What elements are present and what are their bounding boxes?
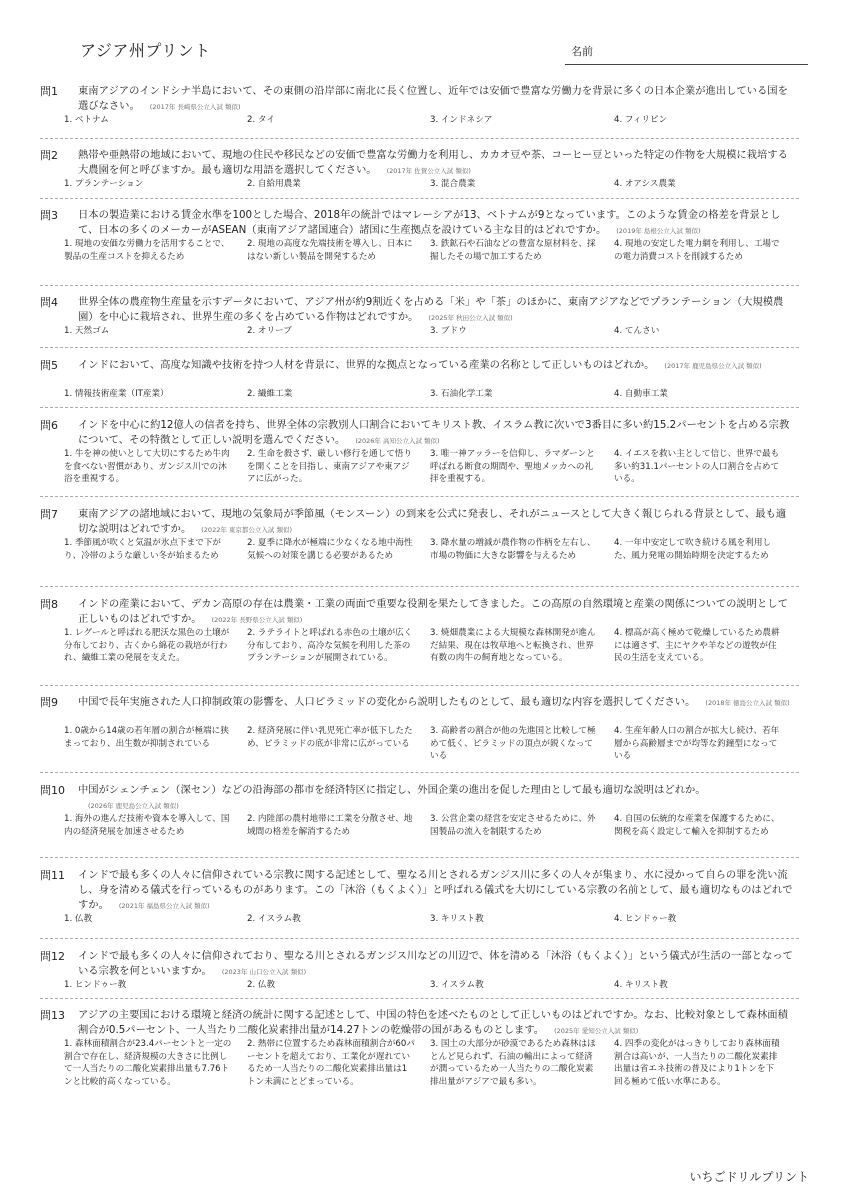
answer-option-3[interactable]: 3. 高齢者の割合が他の先進国と比較して極めて低く、ピラミッドの頂点が鋭くなっている (430, 726, 596, 761)
answer-option-1[interactable]: 1. レグールと呼ばれる肥沃な黒色の土壌が分布しており、古くから綿花の栽培が行われ、繊維工業の発展を支えた。 (64, 628, 230, 663)
source-note: (2018年 徳島公立入試 類似) (705, 699, 790, 707)
answer-option-2[interactable]: 2. タイ (247, 115, 275, 125)
answer-option-2[interactable]: 2. 繊維工業 (247, 389, 293, 399)
question-stem: 東南アジアのインドシナ半島において、その東側の沿岸部に南北に長く位置し、近年では安価で豊富な労働力を背景に多くの日本企業が進出している国を選びなさい。 (78, 85, 788, 112)
question-text (78, 84, 796, 115)
answer-option-1[interactable]: 1. プランテーション (64, 179, 144, 189)
source-note: (2026年 高知公立入試 類似) (355, 437, 440, 445)
answer-option-2[interactable]: 2. 経済発展に伴い乳児死亡率が低下したため、ピラミッドの底が非常に広がっている (247, 726, 413, 749)
question-text (78, 295, 796, 326)
question-number: 問12 (40, 950, 65, 963)
answer-option-2[interactable]: 2. 内陸部の農村地帯に工業を分散させ、地域間の格差を解消するため (247, 814, 413, 837)
answer-option-2[interactable]: 2. 現地の高度な先端技術を導入し、日本にはない新しい製品を開発するため (247, 239, 413, 262)
answer-option-3[interactable]: 3. 唯一神アッラーを信仰し、ラマダーンと呼ばれる断食の期間や、聖地メッカへの礼拝を重視する。 (430, 449, 595, 484)
question-number: 問5 (40, 359, 58, 372)
source-note: (2022年 東京都公立入試 類似) (201, 526, 293, 534)
question-stem: インドにおいて、高度な知識や技術を持つ人材を背景に、世界的な拠点となっている産業の名称として正しいものはどれか。 (78, 359, 655, 371)
question-number: 問9 (40, 696, 58, 709)
question-text (78, 1008, 796, 1039)
source-note: (2017年 鹿児島県公立入試 類似) (664, 362, 762, 370)
answer-option-1[interactable]: 1. 天然ゴム (64, 326, 110, 336)
name-field[interactable] (565, 40, 808, 65)
answer-option-3[interactable]: 3. インドネシア (430, 115, 493, 125)
answer-option-4[interactable]: 4. オアシス農業 (614, 179, 676, 189)
source-note: (2025年 愛知公立入試 類似) (554, 1027, 639, 1035)
answer-option-2[interactable]: 2. 夏季に降水が極端に少なくなる地中海性気候への対策を講じる必要があるため (247, 538, 413, 561)
answer-option-2[interactable]: 2. 仏教 (247, 980, 276, 990)
source-note: (2017年 佐賀公立入試 類似) (386, 167, 471, 175)
answer-option-4[interactable]: 4. てんさい (614, 326, 660, 336)
answer-option-3[interactable]: 3. 鉄鉱石や石油などの豊富な原材料を、採掘したその場で加工するため (430, 239, 596, 262)
question-number: 問2 (40, 149, 58, 162)
question-divider (40, 586, 799, 587)
question-text (78, 208, 796, 239)
page-title: アジア州プリント (80, 41, 211, 60)
question-number: 問7 (40, 508, 58, 521)
answer-option-1[interactable]: 1. ベトナム (64, 115, 109, 125)
answer-option-1[interactable]: 1. 季節風が吹くと気温が氷点下まで下がり、冷帯のような厳しい冬が始まるため (64, 538, 222, 561)
answer-option-3[interactable]: 3. イスラム教 (430, 980, 484, 990)
answer-option-4[interactable]: 4. 現地の安定した電力網を利用し、工場での電力消費コストを削減するため (614, 239, 780, 262)
question-text (78, 358, 796, 374)
source-note: (2023年 山口公立入試 類似) (221, 968, 307, 976)
answer-option-1[interactable]: 1. 海外の進んだ技術や資本を導入して、国内の経済発展を加速させるため (64, 814, 230, 837)
answer-option-4[interactable]: 4. 一年中安定して吹き続ける風を利用した、風力発電の開始時期を決定するため (614, 538, 772, 561)
answer-option-2[interactable]: 2. 熱帯に位置するため森林面積割合が60パーセントを超えており、工業化が遅れているため一人当たりの二酸化炭素排出量は1トン未満にとどまっている。 (247, 1039, 415, 1087)
question-number: 問13 (40, 1009, 65, 1022)
source-note: (2026年 鹿児島公立入試 類似) (88, 802, 179, 810)
name-label: 名前 (571, 45, 593, 58)
answer-option-4[interactable]: 4. イエスを救い主として信じ、世界で最も多い約31.1パーセントの人口割合を占めている。 (614, 449, 780, 484)
answer-option-2[interactable]: 2. ラテライトと呼ばれる赤色の土壌が広く分布しており、高冷な気候を利用した茶のプランテーションが展開されている。 (247, 628, 413, 663)
answer-option-4[interactable]: 4. フィリピン (614, 115, 668, 125)
answer-option-1[interactable]: 1. 0歳から14歳の若年層の割合が極端に狭まっており、出生数が抑制されている (64, 726, 229, 749)
answer-option-3[interactable]: 3. 混合農業 (430, 179, 476, 189)
question-divider (40, 347, 799, 348)
question-stem: 熱帯や亜熱帯の地域において、現地の住民や移民などの安価で豊富な労働力を利用し、カカオ豆や茶、コーヒー豆といった特定の作物を大規模に栽培する大農園を何と呼びますか。最も適切な用語を選択してください。 (78, 149, 788, 176)
answer-option-4[interactable]: 4. 生産年齢人口の割合が拡大し続け、若年層から高齢層までが均等な釣鐘型になっている (614, 726, 780, 761)
question-stem: 日本の製造業における賃金水準を100とした場合、2018年の統計ではマレーシアが13、ベトナムが9となっています。このような賃金の格差を背景として、日本の多くのメーカーがASEAN（東南アジア諸国連合）諸国に生産拠点を設けている主な目的はどれですか。 (78, 209, 781, 236)
answer-option-4[interactable]: 4. 標高が高く極めて乾燥しているため農耕には適さず、主にヤクや羊などの遊牧が住民の生活を支えている。 (614, 628, 780, 663)
question-text (78, 597, 796, 628)
answer-option-1[interactable]: 1. 牛を神の使いとして大切にするため牛肉を食べない習慣があり、ガンジス川での沐浴を重視する。 (64, 449, 230, 484)
question-number: 問3 (40, 209, 58, 222)
question-number: 問4 (40, 296, 58, 309)
answer-option-4[interactable]: 4. 四季の変化がはっきりしており森林面積割合は高いが、一人当たりの二酸化炭素排出量は省エネ技術の普及により1トンを下回る極めて低い水準にある。 (614, 1039, 780, 1087)
answer-option-2[interactable]: 2. 自給用農業 (247, 179, 301, 189)
answer-option-1[interactable]: 1. 情報技術産業（IT産業） (64, 389, 169, 399)
question-divider (40, 857, 799, 858)
question-divider (40, 998, 799, 999)
question-text (78, 148, 796, 179)
question-stem: アジアの主要国における環境と経済の統計に関する記述として、中国の特色を述べたものとして正しいものはどれですか。なお、比較対象として森林面積割合が0.5パーセント、一人当たり二酸化炭素排出量が14.27トンの乾燥帯の国があるものとします。 (78, 1009, 788, 1036)
answer-option-4[interactable]: 4. ヒンドゥー教 (614, 914, 677, 924)
question-divider (40, 685, 799, 686)
question-text (78, 507, 796, 538)
question-stem: インドで最も多くの人々に信仰されており、聖なる川とされるガンジス川などの川辺で、体を清める「沐浴（もくよく）」という儀式が生活の一部となっている宗教を何といいますか。 (78, 950, 793, 977)
source-note: (2017年 長崎県公立入試 類似) (149, 103, 241, 111)
question-text (78, 868, 796, 914)
question-text (78, 949, 796, 980)
question-number: 問11 (40, 869, 65, 882)
answer-option-1[interactable]: 1. 現地の安価な労働力を活用することで、製品の生産コストを抑えるため (64, 239, 230, 262)
question-text (78, 783, 796, 814)
question-divider (40, 938, 799, 939)
source-note: (2019年 島根公立入試 類似) (616, 227, 701, 235)
answer-option-2[interactable]: 2. 生命を殺さず、厳しい修行を通して悟りを開くことを目指し、東南アジアや東アジアに広がった。 (247, 449, 412, 484)
answer-option-2[interactable]: 2. イスラム教 (247, 914, 301, 924)
answer-option-3[interactable]: 3. 降水量の増減が農作物の作柄を左右し、市場の物価に大きな影響を与えるため (430, 538, 596, 561)
answer-option-1[interactable]: 1. ヒンドゥー教 (64, 980, 127, 990)
answer-option-4[interactable]: 4. キリスト教 (614, 980, 668, 990)
answer-option-2[interactable]: 2. オリーブ (247, 326, 292, 336)
answer-option-3[interactable]: 3. 石油化学工業 (430, 389, 493, 399)
source-note: (2021年 福島県公立入試 類似) (118, 902, 210, 910)
question-divider (40, 138, 799, 139)
question-number: 問1 (40, 85, 58, 98)
answer-option-3[interactable]: 3. 国土の大部分が砂漠であるため森林はほとんど見られず、石油の輸出によって経済が潤っているため一人当たりの二酸化炭素排出量がアジアで最も多い。 (430, 1039, 596, 1087)
question-divider (40, 496, 799, 497)
question-text (78, 695, 796, 711)
source-note: (2025年 秋田公立入試 類似) (428, 314, 513, 322)
question-stem: インドで最も多くの人々に信仰されている宗教に関する記述として、聖なる川とされるガンジス川に多くの人々が集まり、水に浸かって自らの罪を洗い流し、身を清める儀式を行っているものがあります。この「沐浴（もくよく）」と呼ばれる儀式を大切にしている宗教の名前として、最も適切なものはどれですか。 (78, 869, 793, 911)
answer-option-3[interactable]: 3. 公営企業の経営を安定させるために、外国製品の流入を制限するため (430, 814, 596, 837)
question-divider (40, 285, 799, 286)
answer-option-4[interactable]: 4. 自国の伝統的な産業を保護するために、関税を高く設定して輸入を抑制するため (614, 814, 780, 837)
question-stem: 中国で長年実施された人口抑制政策の影響を、人口ピラミッドの変化から説明したものとして、最も適切な内容を選択してください。 (78, 696, 696, 708)
question-number: 問6 (40, 419, 58, 432)
answer-option-3[interactable]: 3. ブドウ (430, 326, 467, 336)
question-stem: 世界全体の農産物生産量を示すデータにおいて、アジア州が約9割近くを占める「米」や「茶」のほかに、東南アジアなどでプランテーション（大規模農園）を中心に栽培され、世界生産の多くを占めている作物はどれですか。 (78, 296, 784, 323)
source-note: (2022年 長野県公立入試 類似) (211, 616, 303, 624)
question-stem: インドの産業において、デカン高原の存在は農業・工業の両面で重要な役割を果たしてきました。この高原の自然環境と産業の関係についての説明として正しいものはどれですか。 (78, 598, 788, 625)
question-text (78, 418, 796, 449)
question-divider (40, 407, 799, 408)
answer-option-3[interactable]: 3. キリスト教 (430, 914, 484, 924)
question-number: 問8 (40, 598, 58, 611)
question-number: 問10 (40, 784, 65, 797)
question-divider (40, 772, 799, 773)
answer-option-1[interactable]: 1. 森林面積割合が23.4パーセントと一定の割合で存在し、経済規模の大きさに比例して一人当たりの二酸化炭素排出量も7.76トンと比較的高くなっている。 (64, 1039, 232, 1087)
answer-option-1[interactable]: 1. 仏教 (64, 914, 93, 924)
answer-option-4[interactable]: 4. 自動車工業 (614, 389, 668, 399)
footer-brand: いちごドリルプリント (689, 1170, 809, 1184)
question-stem: 東南アジアの諸地域において、現地の気象局が季節風（モンスーン）の到来を公式に発表し、それがニュースとして大きく報じられる背景として、最も適切な説明はどれですか。 (78, 508, 787, 535)
question-stem: 中国がシェンチェン（深セン）などの沿海部の都市を経済特区に指定し、外国企業の進出を促した理由として最も適切な説明はどれか。 (78, 784, 706, 796)
question-stem: インドを中心に約12億人の信者を持ち、世界全体の宗教別人口割合においてキリスト教、イスラム教に次いで3番目に多い約15.2パーセントを占める宗教について、その特徴として正しい説明を選んでください。 (78, 419, 790, 446)
question-divider (40, 198, 799, 199)
answer-option-3[interactable]: 3. 焼畑農業による大規模な森林開発が進んだ結果、現在は牧草地へと転換され、世界有数の肉牛の飼育地となっている。 (430, 628, 596, 663)
